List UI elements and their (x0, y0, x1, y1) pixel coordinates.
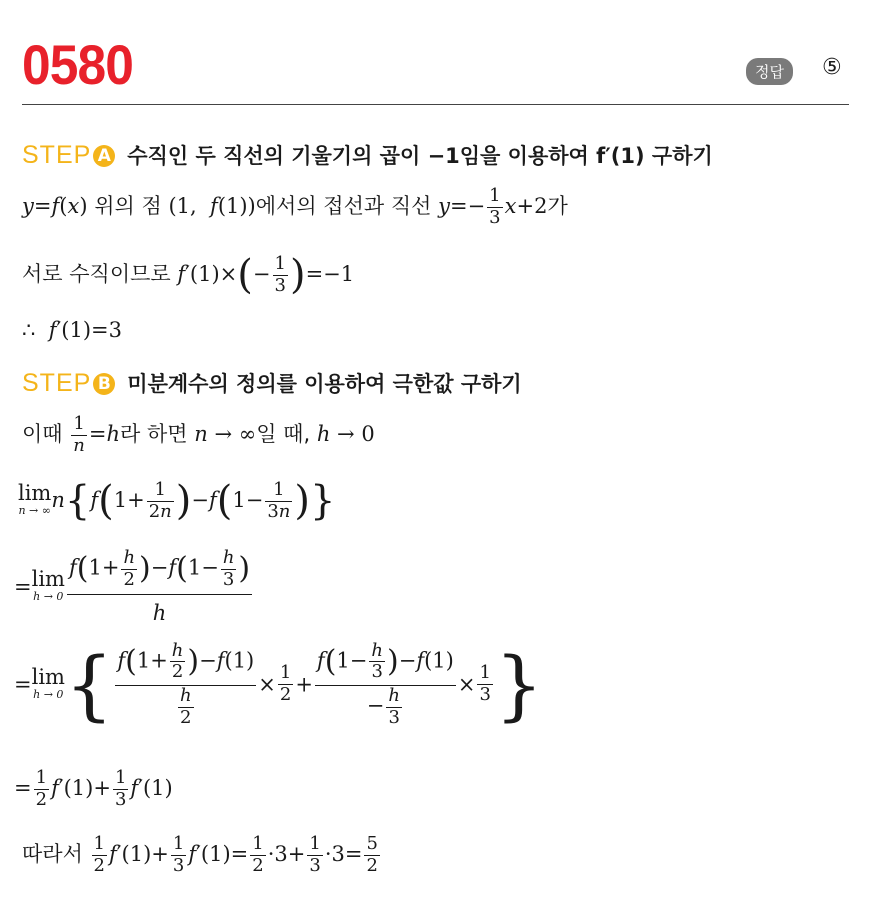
line-7: = lim h → 0 f(1+ $\frac{h}{2}$ )−f(1− $\frac{h}{3}$ ) h (14, 547, 251, 626)
fraction: $\frac{1}{2n}$ (148, 478, 172, 522)
step-a-heading (22, 140, 713, 170)
limit: lim h → 0 (31, 664, 65, 701)
fraction: $\frac{1}{3}$ (274, 252, 286, 296)
line-9: = $\frac{1}{2}$ f′(1)+ $\frac{1}{3}$ f′(1) (14, 767, 173, 810)
step-a-badge: A (93, 145, 115, 167)
line-8: = lim h → 0 { f(1+ $\frac{h}{2}$ )−f(1) $\frac{h}{2}$ × $\frac{1}{2}$ + f(1− $\frac{h}{3}$ )−f(1) − $\frac{h}{3}$ × $\frac{1}{3}$ } (14, 639, 544, 729)
problem-number: 0580 (22, 33, 133, 96)
line-1: y=f(x) 위의 점 (1, f(1))에서의 접선과 직선 y=− $\frac{1}{3}$ x+2가 (22, 185, 568, 228)
divider (22, 104, 849, 105)
line-5: 이때 $\frac{1}{n}$ =h라 하면 n → ∞일 때, h → 0 (22, 413, 375, 456)
fraction: f(1+ $\frac{h}{2}$ )−f(1− $\frac{h}{3}$ ) h (68, 547, 251, 626)
fraction: $\frac{1}{2}$ (93, 833, 105, 876)
limit: lim n → ∞ (18, 481, 52, 518)
step-b-title: 미분계수의 정의를 이용하여 극한값 구하기 (127, 372, 522, 396)
fraction: $\frac{1}{2}$ (252, 833, 264, 876)
fraction: $\frac{1}{3}$ (309, 833, 321, 876)
step-label: STEP (22, 369, 92, 397)
fraction: $\frac{5}{2}$ (366, 833, 378, 876)
fraction: $\frac{1}{3}$ (489, 185, 501, 228)
line-10: 따라서 $\frac{1}{2}$ f′(1)+ $\frac{1}{3}$ f′(1)= $\frac{1}{2}$ ·3+ $\frac{1}{3}$ ·3= $\frac{5}{2}$ (22, 833, 378, 876)
fraction: $\frac{1}{3}$ (479, 662, 491, 705)
step-label: STEP (22, 141, 92, 169)
step-b-heading (22, 368, 522, 398)
line-2: 서로 수직이므로 f′(1)×(− $\frac{1}{3}$ )=−1 (22, 252, 355, 298)
fraction: f(1− $\frac{h}{3}$ )−f(1) − $\frac{h}{3}$ (316, 639, 454, 728)
fraction: $\frac{1}{3}$ (172, 833, 185, 876)
fraction: $\frac{1}{2}$ (279, 662, 292, 705)
fraction: $\frac{1}{3}$ (114, 767, 127, 810)
fraction: f(1+ $\frac{h}{2}$ )−f(1) $\frac{h}{2}$ (117, 639, 255, 728)
answer-badge: 정답 (746, 58, 793, 85)
fraction: $\frac{1}{2}$ (35, 767, 48, 810)
answer-value: ⑤ (822, 55, 842, 80)
limit: lim h → 0 (31, 567, 65, 604)
fraction: $\frac{1}{3n}$ (267, 478, 291, 522)
fraction: $\frac{1}{n}$ (73, 413, 85, 456)
line-3: ∴ f′(1)=3 (22, 318, 122, 342)
step-b-badge: B (93, 373, 115, 395)
line-6: lim n → ∞ n{f(1+ $\frac{1}{2n}$ )−f(1− $\frac{1}{3n}$ )} (18, 478, 336, 524)
step-a-title: 수직인 두 직선의 기울기의 곱이 −1임을 이용하여 f′(1) 구하기 (127, 144, 713, 168)
